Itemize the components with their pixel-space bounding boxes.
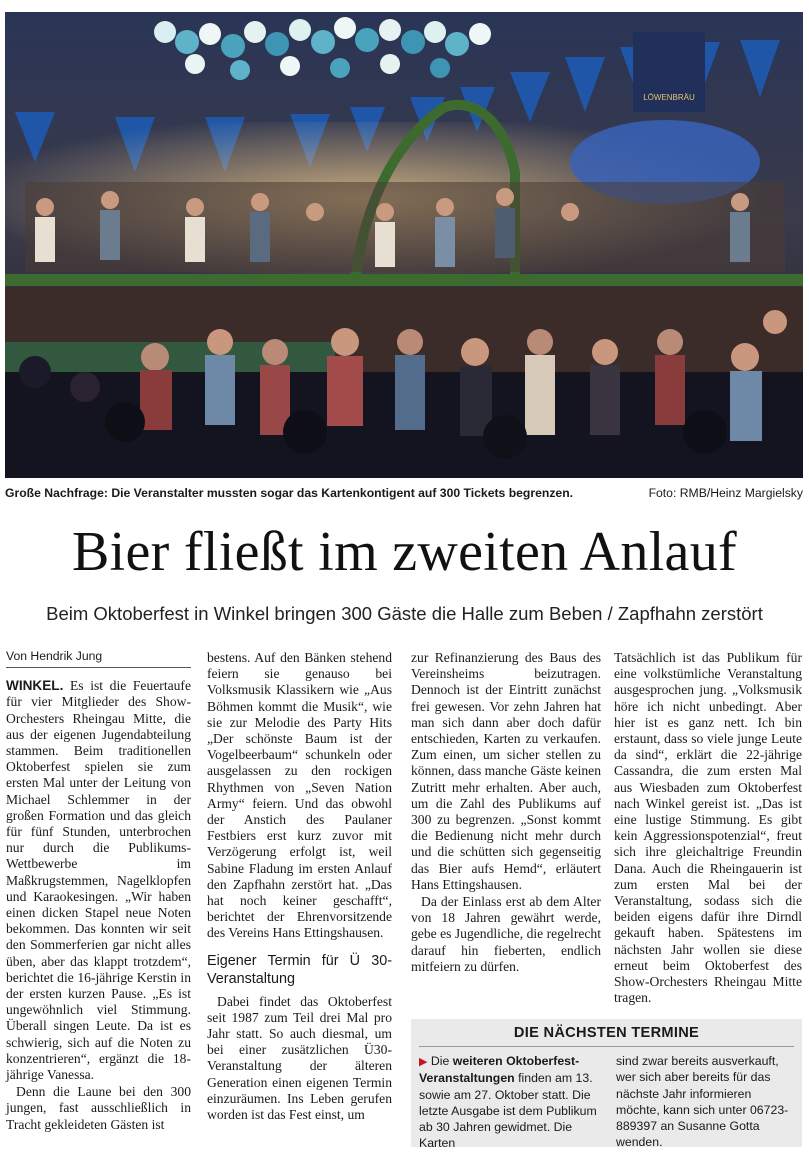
article-column-3 xyxy=(411,650,601,1002)
author-byline: Von Hendrik Jung xyxy=(6,648,191,668)
article-column-2 xyxy=(207,650,392,1123)
info-box-upcoming-dates xyxy=(411,1019,802,1151)
orchestra-musicians xyxy=(25,182,785,272)
paragraph: Denn die Laune bei den 300 jungen, fast ausschließlich in Tracht gekleideten Gästen ist xyxy=(6,1084,191,1132)
info-box-lead-bold: weiteren Oktoberfest-Veranstaltungen xyxy=(419,1054,580,1086)
paragraph: Tatsächlich ist das Publikum für eine volkstümliche Veranstaltung ausgesprochen jung. „Volksmusik höre ich nicht unbedingt. Aber hier ist es ganz nett. Ich bin erstaunt, dass so viele junge Leute da sind“, erklärt die 22-jährige Cassandra, die zum ersten Mal aus Wiesbaden zum Oktoberfest nach Winkel gereist ist. „Das ist eine lustige Stimmung. Es gibt kein Aggressionspotenzial“, freut sich ihre gleichaltrige Freundin Dana. Auch die Rheingauerin ist zum ersten Mal bei der Veranstaltung, sodass sich die beiden eigens dafür ihre Dirndl gekauft haben. Spätestens im nächsten Jahr wollen sie diese erneut beim Oktoberfest des Show-Orchesters Rheingau Mitte tragen. xyxy=(614,650,802,1006)
paragraph: Da der Einlass erst ab dem Alter von 18 Jahren gewährt werde, gebe es Jugendliche, die regelrecht darauf hin fieberten, endlich mitfeiern zu dürfen. xyxy=(411,894,601,974)
article-headline: Bier fließt im zweiten Anlauf xyxy=(72,521,737,583)
info-box-column-1 xyxy=(419,1053,605,1152)
paragraph-text: Es ist die Feuertaufe für vier Mitglieder des Show-Orchesters Rheingau Mitte, die aus der eigenen Jugendabteilung stammen. Beim traditionellen Oktoberfest spielen sie zum ersten Mal unter der Leitung von Michael Schlemmer in der großen Formation und das gleich für fünf Stunden, unterbrochen nur durch die Publikums-Wettbewerbe im Maßkrugstemmen, Nagelklopfen und Karaokesingen. „Wir haben einen dicken Stapel neue Noten bekommen. Das konnten wir seit den Sommerferien gar nicht alles üben, aber das klappt trotzdem“, berichtet die 16-jährige Kerstin in der ersten kurzen Pause. „Es ist ungewöhnlich viel Stimmung. Überall singen Leute. Da ist es schwierig, sich auf die Noten zu konzentrieren“, ergänzt die 18-jährige Vanessa. xyxy=(6,678,191,1083)
triangle-right-icon: ▶ xyxy=(419,1056,428,1068)
photo-caption-row xyxy=(5,486,803,504)
dateline: WINKEL. xyxy=(6,678,64,694)
article-column-4 xyxy=(614,650,802,1006)
article-column-1 xyxy=(6,648,191,1133)
brewery-sign-text: LÖWENBRÄU xyxy=(643,93,695,102)
paragraph xyxy=(6,678,191,1083)
paragraph: zur Refinanzierung des Baus des Vereinsheims beizutragen. Dennoch ist der Eintritt zunächst frei gewesen. Vor zehn Jahren hat man sich dann aber doch dafür entschieden, Karten zu verkaufen. Zum einen, um sicher stellen zu können, dass manche Gäste keinen Zutritt mehr erhalten. Aber auch, um die Zahl des Publikums auf 300 zu begrenzen. „Sonst kommt die Bedienung nicht mehr durch und die schütten sich gegenseitig das Bier aufs Hemd“, erläutert Hans Ettingshausen. xyxy=(411,650,601,892)
info-box-lead: Die xyxy=(430,1054,450,1068)
oktoberfest-hall-photo xyxy=(5,12,803,478)
info-box-text: finden am 13. sowie am 27. Oktober statt. Die letzte Ausgabe ist dem Publikum ab 30 Jahren gewidmet. Die Karten xyxy=(419,1071,597,1151)
photo-credit: Foto: RMB/Heinz Margielsky xyxy=(648,486,803,500)
info-box-column-2 xyxy=(616,1053,796,1151)
info-box-title: DIE NÄCHSTEN TERMINE xyxy=(513,1025,700,1041)
photo-caption: Große Nachfrage: Die Veranstalter mussten sogar das Kartenkontigent auf 300 Tickets begrenzen. xyxy=(5,486,574,500)
article-subheadline: Beim Oktoberfest in Winkel bringen 300 Gäste die Halle zum Beben / Zapfhahn zerstört xyxy=(46,603,763,624)
interheadline: Eigener Termin für Ü 30-Veranstaltung xyxy=(207,952,392,987)
paragraph: Dabei findet das Oktoberfest seit 1987 zum Teil drei Mal pro Jahr statt. So auch diesmal, um bei einer zusätzlichen Ü30-Veranstaltung der älteren Generation einen eigenen Termin einzuräumen. Ins Leben gerufen worden ist das Fest einst, um xyxy=(207,993,392,1123)
paragraph: bestens. Auf den Bänken stehend feiern sie genauso bei Volksmusik Klassikern wie „Aus Böhmen kommt die Musik“, wie sie zur Melodie des Party Hits „Der schönste Baum ist der Vogelbeerbaum“ schunkeln oder ausgelassen zu den rockigen Rhythmen von „Seven Nation Army“ feiern. Und das obwohl der Anstich des Paulaner Festbiers erst kurz zuvor mit Verzögerung erfolgt ist, weil Sabine Fladung im ersten Anlauf den Zapfhahn zerstört hat. „Das hat noch keiner geschafft“, berichtet der Ehrenvorsitzende des Vereins Hans Ettingshausen. xyxy=(207,650,392,941)
info-box-divider xyxy=(419,1046,794,1047)
article-photo xyxy=(5,12,803,478)
info-box-text: sind zwar bereits ausverkauft, wer sich aber bereits für das nächste Jahr informieren möchte, kann sich unter 06723-889397 an Susanne Gotta wenden. xyxy=(616,1054,789,1150)
